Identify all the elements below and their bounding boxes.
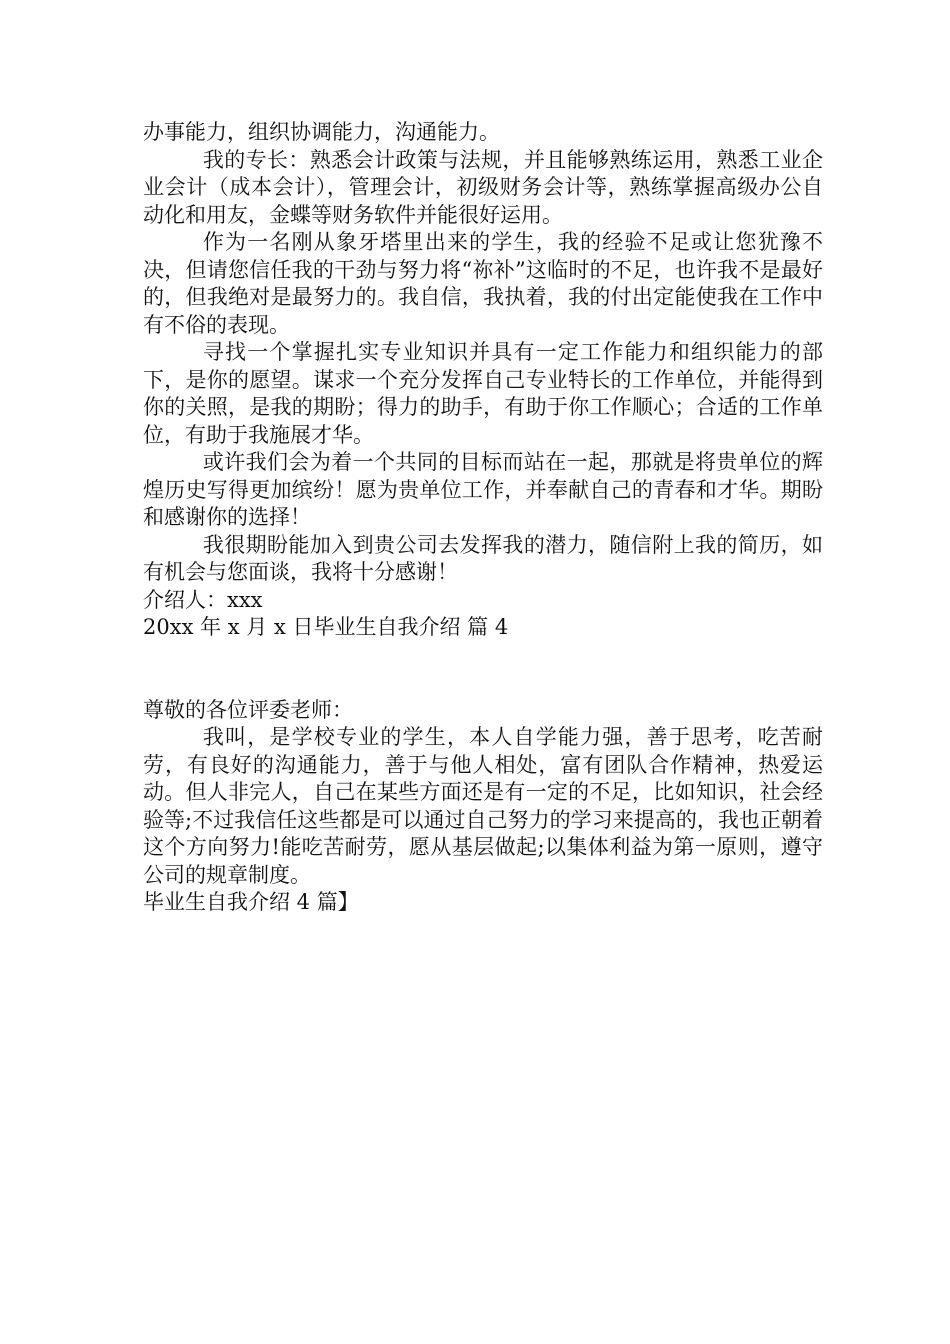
- self-intro-paragraph: 我叫，是学校专业的学生，本人自学能力强，善于思考，吃苦耐劳，有良好的沟通能力，善于与他人相处，富有团队合作精神，热爱运动。但人非完人，自己在某些方面还是有一定的不足，比如知识，社会经验等;不过我信任这些都是可以通过自己努力的学习来提高的，我也正朝着这个方向努力!能吃苦耐劳，愿从基层做起;以集体利益为第一原则，遵守公司的规章制度。: [143, 725, 823, 887]
- hope-paragraph: 我很期盼能加入到贵公司去发挥我的潜力，随信附上我的简历，如有机会与您面谈，我将十分感谢！: [143, 532, 823, 584]
- goal-paragraph: 或许我们会为着一个共同的目标而站在一起，那就是将贵单位的辉煌历史写得更加缤纷！愿为贵单位工作，并奉献自己的青春和才华。期盼和感谢你的选择！: [143, 450, 823, 529]
- greeting-line: 尊敬的各位评委老师：: [143, 697, 353, 722]
- document-body: [143, 119, 823, 917]
- section-spacer: [143, 642, 823, 697]
- student-paragraph: 作为一名刚从象牙塔里出来的学生，我的经验不足或让您犹豫不决，但请您信任我的干劲与努力将“祢补”这临时的不足，也许我不是最好的，但我绝对是最努力的。我自信，我执着，我的付出定能使我在工作中有不俗的表现。: [143, 230, 823, 337]
- seek-paragraph: 寻找一个掌握扎实专业知识并具有一定工作能力和组织能力的部下，是你的愿望。谋求一个充分发挥自己专业特长的工作单位，并能得到你的关照，是我的期盼；得力的助手，有助于你工作顺心；合适的工作单位，有助于我施展才华。: [143, 340, 823, 447]
- specialty-paragraph: 我的专长：熟悉会计政策与法规，并且能够熟练运用，熟悉工业企业会计（成本会计），管理会计，初级财务会计等，熟练掌握高级办公自动化和用友，金蝶等财务软件并能很好运用。: [143, 147, 823, 227]
- closing-line: 毕业生自我介绍 4 篇】: [143, 890, 359, 914]
- intro-tail-line: 办事能力，组织协调能力，沟通能力。: [143, 120, 500, 144]
- date-heading-line: 20xx 年 x 月 x 日毕业生自我介绍 篇 4: [143, 615, 509, 639]
- signer-line: 介绍人：xxx: [143, 587, 263, 612]
